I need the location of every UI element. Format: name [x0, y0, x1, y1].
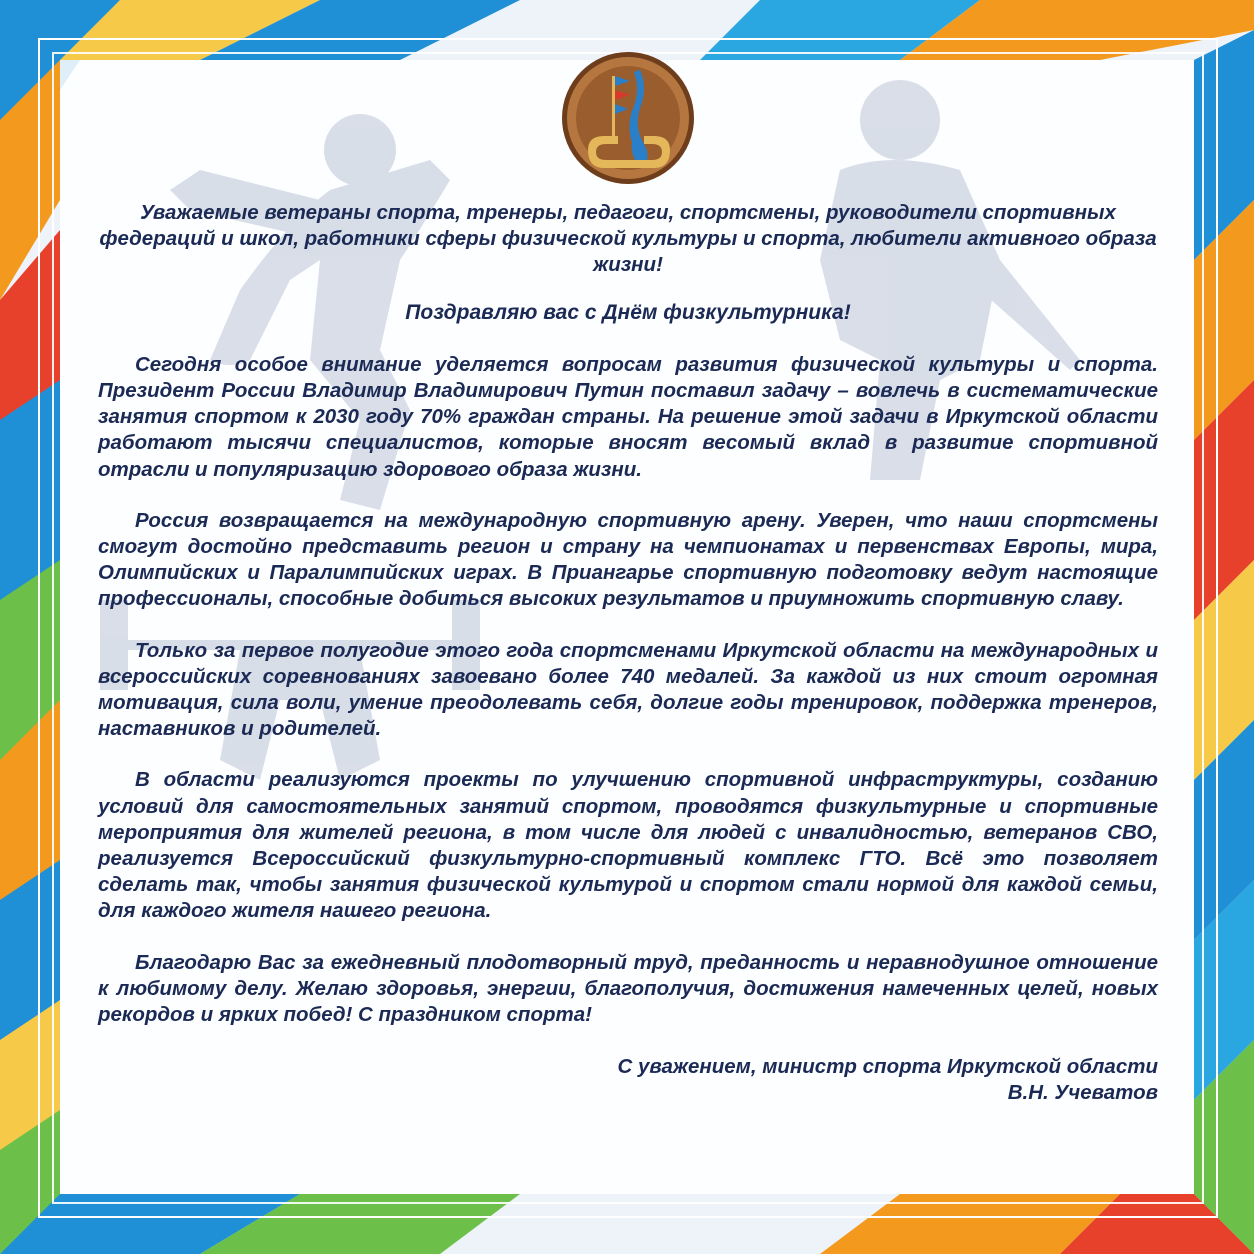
signature-title: С уважением, министр спорта Иркутской области [617, 1055, 1158, 1079]
letter-text [98, 200, 1158, 1107]
paragraph-1: Сегодня особое внимание уделяется вопросам развития физической культуры и спорта. Президент России Владимир Владимирович Путин поставил задачу – вовлечь в систематические занятия спортом к 2030 году 70% граждан страны. На решение этой задачи в Иркутской области работают тысячи специалистов, которые вносят весомый вклад в развитие спортивной отрасли и популяризацию здорового образа жизни. [98, 352, 1158, 481]
headline: Поздравляю вас с Днём физкультурника! [405, 300, 851, 324]
signature-block [98, 1054, 1158, 1106]
paragraph-2: Россия возвращается на международную спортивную арену. Уверен, что наши спортсмены смогут достойно представить регион и страну на чемпионатах и первенствах Европы, мира, Олимпийских и Паралимпийских играх. В Приангарье спортивную подготовку ведут настоящие профессионалы, способные добиться высоких результатов и приумножить спортивную славу. [98, 508, 1158, 611]
sport-emblem-logo [548, 48, 708, 188]
paragraph-3: Только за первое полугодие этого года спортсменами Иркутской области на международных и всероссийских соревнованиях завоевано более 740 медалей. За каждой из них стоит огромная мотивация, сила воли, умение преодолевать себя, долгие годы тренировок, поддержка тренеров, наставников и родителей. [98, 638, 1158, 741]
signature-name: В.Н. Учеватов [1007, 1081, 1158, 1105]
paragraph-5: Благодарю Вас за ежедневный плодотворный труд, преданность и неравнодушное отношение к любимому делу. Желаю здоровья, энергии, благополучия, достижения намеченных целей, новых рекордов и ярких побед! С праздником спорта! [98, 950, 1158, 1027]
greeting: Уважаемые ветераны спорта, тренеры, педагоги, спортсмены, руководители спортивных федераций и школ, работники сферы физической культуры и спорта, любители активного образа жизни! [99, 201, 1157, 277]
paragraph-4: В области реализуются проекты по улучшению спортивной инфраструктуры, созданию условий для самостоятельных занятий спортом, проводятся физкультурные и спортивные мероприятия для жителей региона, в том числе для людей с инвалидностью, ветеранов СВО, реализуется Всероссийский физкультурно-спортивный комплекс ГТО. Всё это позволяет сделать так, чтобы занятия физической культурой и спортом стали нормой для каждой семьи, для каждого жителя нашего региона. [98, 768, 1158, 923]
